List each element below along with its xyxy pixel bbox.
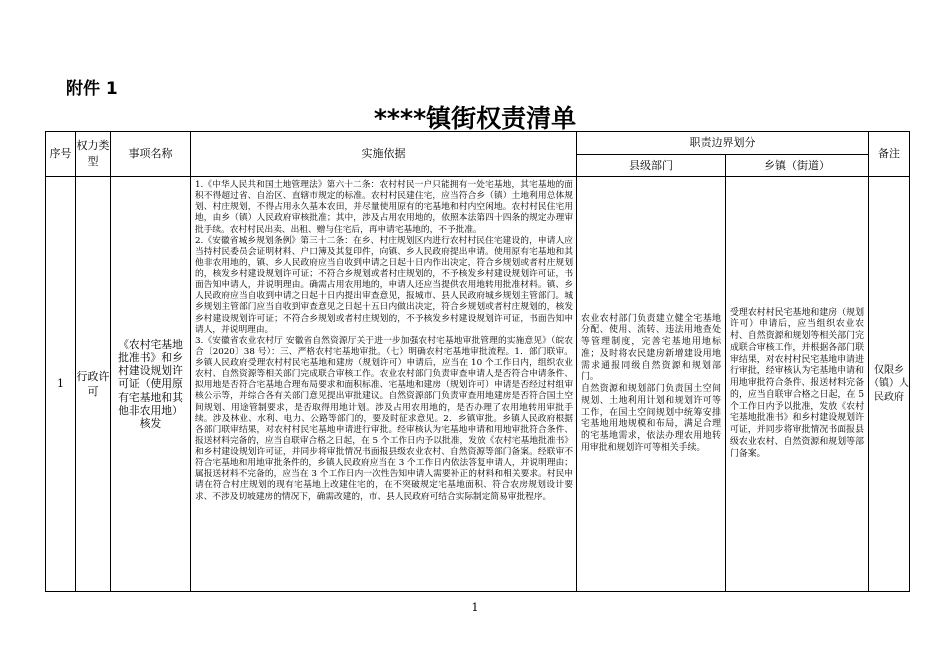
cell-basis [191, 177, 577, 592]
cell-seq: 1 [46, 177, 76, 592]
basis-paragraph: 1.《中华人民共和国土地管理法》第六十二条：农村村民一户只能拥有一处宅基地，其宅基地的面积不得超过省、自治区、直辖市规定的标准。农村村民建住宅，应当符合乡（镇）土地利用总体规划、村庄规划，不得占用永久基本农田，并尽量使用原有的宅基地和村内空闲地。农村村民住宅用地，由乡（镇）人民政府审核批准；其中，涉及占用农用地的，依照本法第四十四条的规定办理审批手续。农村村民出卖、出租、赠与住宅后，再申请宅基地的，不予批准。 [195, 180, 573, 235]
header-item-name: 事项名称 [111, 132, 191, 177]
town-paragraph: 受理农村村民宅基地和建房（规划许可）申请后，应当组织农业农村、自然资源和规划等相关部门完成联合审核工作，并根据各部门联审结果，对农村村民宅基地申请进行审批，经审核认为宅基地申请和用地审批符合条件、报送材料完备的，应当自联审合格之日起，在 5 个工作日内予以批准，发放《农村宅基地批准书》和乡村建设规划许可证，并同步将审批情况书面报县级农业农村、自然资源和规划等部门备案。 [730, 307, 864, 459]
table-row [46, 177, 910, 592]
county-paragraph: 自然资源和规划部门负责国土空间规划、土地利用计划和规划许可等工作，在国土空间规划中统筹安排宅基地用地规模和布局，满足合理的宅基地需求，依法办理农用地转用审批和规划许可等相关手续。 [581, 384, 721, 453]
cell-town [726, 177, 869, 592]
county-paragraph: 农业农村部门负责建立健全宅基地分配、使用、流转、违法用地查处等管理制度，完善宅基地用地标准；及时将农民建房新增建设用地需求通报同级自然资源和规划部门。 [581, 313, 721, 383]
header-note: 备注 [869, 132, 910, 177]
header-basis: 实施依据 [191, 132, 577, 177]
basis-paragraph: 3.《安徽省农业农村厅 安徽省自然资源厅关于进一步加强农村宅基地审批管理的实施意见》（皖农合〔2020〕38 号）：三、严格农村宅基地审批。（七）明确农村宅基地审批流程。1．部门联审。乡镇人民政府受理农村村民宅基地和建房（规划许可）申请后，应当在 10 个工作日内，组织农业农村、自然资源等相关部门完成联合审核工作。农业农村部门负责审查申请人是否符合申请条件、拟用地是否符合宅基地合理布局要求和面积标准、宅基地和建房（规划许可）申请是否经过村组审核公示等，并综合各有关部门意见提出审批建议。自然资源部门负责审查用地建房是否符合国土空间规划、用途管制要求，是否取得用地计划。涉及占用农用地的，是否办理了农用地转用审批手续。涉及林业、水利、电力、公路等部门的，要及时征求意见。2．乡镇审批。乡镇人民政府根据各部门联审结果，对农村村民宅基地申请进行审批。经审核认为宅基地申请和用地审批符合条件、报送材料完备的，应当自联审合格之日起，在 5 个工作日内予以批准，发放《农村宅基地批准书》和乡村建设规划许可证，并同步将审批情况书面报县级农业农村、自然资源等部门备案。经联审不符合宅基地和用地审批条件的，乡镇人民政府应当在 3 个工作日内依法答复申请人，并说明理由；属报送材料不完备的，应当在 3 个工作日内一次性告知申请人需要补正的材料和相关要求。村民申请在符合村庄规划的现有宅基地上改建住宅的，在不突破规定宅基地面积、符合农房规划设计要求、不涉及切坡建房的情况下，确需改建的，市、县人民政府可结合实际制定简易审批程序。 [195, 335, 573, 502]
responsibility-table [45, 131, 910, 592]
header-seq: 序号 [46, 132, 76, 177]
header-county: 县级部门 [577, 155, 726, 177]
document-title: ****镇街权责清单 [373, 104, 577, 133]
cell-note: 仅限乡（镇）人民政府 [869, 177, 910, 592]
basis-paragraph: 2.《安徽省城乡规划条例》第三十二条：在乡、村庄规划区内进行农村村民住宅建设的，申请人应当持村民委员会证明材料、户口簿及其复印件，向镇、乡人民政府提出申请。使用原有宅基地和其他非农用地的，镇、乡人民政府应当自收到申请之日起十日内作出决定，符合乡规划或者村庄规划的，核发乡村建设规划许可证；不符合乡规划或者村庄规划的，不予核发乡村建设规划许可证，书面告知申请人，并说明理由。确需占用农用地的，申请人还应当提供农用地转用批准材料。镇、乡人民政府应当自收到申请之日起十日内提出审查意见，报城市、县人民政府城乡规划主管部门。城乡规划主管部门应当自收到审查意见之日起十五日内做出决定，符合乡规划或者村庄规划的，核发乡村建设规划许可证；不符合乡规划或者村庄规划的，不予核发乡村建设规划许可证，书面告知申请人，并说明理由。 [195, 235, 573, 335]
page-number: 1 [471, 601, 479, 614]
header-town: 乡镇（街道） [726, 155, 869, 177]
header-boundary: 职责边界划分 [577, 132, 869, 155]
cell-power-type: 行政许可 [76, 177, 111, 592]
cell-county [577, 177, 726, 592]
attachment-label: 附件 1 [66, 79, 118, 99]
header-power-type: 权力类型 [76, 132, 111, 177]
cell-item-name: 《农村宅基地批准书》和乡村建设规划许可证（使用原有宅基地和其他非农用地）核发 [111, 177, 191, 592]
